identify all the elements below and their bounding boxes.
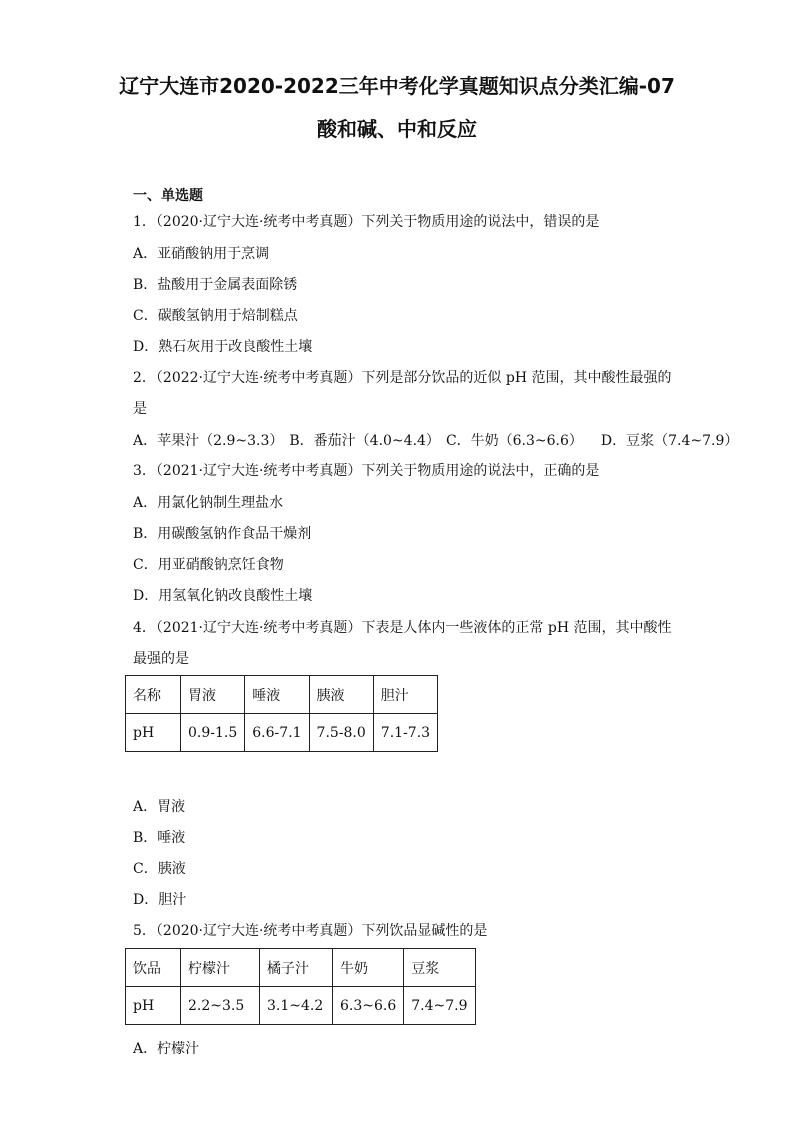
question-5-table	[125, 948, 476, 1025]
table-cell: 7.1-7.3	[373, 714, 437, 752]
table-cell: 6.3~6.6	[333, 987, 404, 1025]
question-2-option-a: A．苹果汁（2.9~3.3）	[133, 433, 284, 449]
question-1-option-c: C．碳酸氢钠用于焙制糕点	[133, 308, 298, 324]
table-cell: 胆汁	[373, 676, 437, 714]
question-1-stem: 1．（2020·辽宁大连·统考中考真题）下列关于物质用途的说法中，错误的是	[133, 214, 600, 230]
table-cell: 唾液	[245, 676, 309, 714]
table-header-row	[126, 949, 476, 987]
table-cell: 2.2~3.5	[181, 987, 260, 1025]
table-cell: 名称	[126, 676, 181, 714]
section-heading: 一、单选题	[133, 188, 203, 204]
question-4-option-d: D．胆汁	[133, 892, 187, 908]
question-4-option-b: B．唾液	[133, 830, 186, 846]
question-3-option-d: D．用氢氧化钠改良酸性土壤	[133, 588, 313, 604]
document-title-line-1: 辽宁大连市2020-2022三年中考化学真题知识点分类汇编-07	[119, 74, 675, 98]
table-cell: 橘子汁	[260, 949, 333, 987]
table-header-row	[126, 676, 438, 714]
question-1-option-a: A．亚硝酸钠用于烹调	[133, 246, 270, 262]
question-3-option-b: B．用碳酸氢钠作食品干燥剂	[133, 526, 312, 542]
question-4-stem: 4．（2021·辽宁大连·统考中考真题）下表是人体内一些液体的正常 pH 范围，其中酸性	[133, 620, 672, 636]
table-cell: 7.5-8.0	[309, 714, 373, 752]
table-cell: 饮品	[126, 949, 181, 987]
question-3-option-a: A．用氯化钠制生理盐水	[133, 495, 284, 511]
question-1-option-d: D．熟石灰用于改良酸性土壤	[133, 339, 313, 355]
question-4-option-a: A．胃液	[133, 799, 186, 815]
table-cell: pH	[126, 714, 181, 752]
table-cell: 牛奶	[333, 949, 404, 987]
table-row	[126, 714, 438, 752]
question-4-table	[125, 675, 438, 752]
question-2-option-c: C．牛奶（6.3~6.6）	[445, 433, 583, 449]
table-cell: 胰液	[309, 676, 373, 714]
question-2-stem: 2．（2022·辽宁大连·统考中考真题）下列是部分饮品的近似 pH 范围，其中酸性最强的	[133, 370, 672, 386]
question-2-options	[133, 432, 738, 450]
table-cell: 7.4~7.9	[404, 987, 475, 1025]
table-cell: 0.9-1.5	[181, 714, 245, 752]
table-cell: 6.6-7.1	[245, 714, 309, 752]
document-title-line-2: 酸和碱、中和反应	[317, 117, 477, 141]
table-cell: 柠檬汁	[181, 949, 260, 987]
question-4-stem-cont: 最强的是	[133, 651, 189, 667]
table-cell: pH	[126, 987, 181, 1025]
question-5-stem: 5．（2020·辽宁大连·统考中考真题）下列饮品显碱性的是	[133, 923, 488, 939]
question-3-stem: 3．（2021·辽宁大连·统考中考真题）下列关于物质用途的说法中，正确的是	[133, 463, 600, 479]
question-2-option-d: D．豆浆（7.4~7.9）	[600, 433, 739, 449]
table-cell: 胃液	[181, 676, 245, 714]
question-1-option-b: B．盐酸用于金属表面除锈	[133, 277, 298, 293]
table-cell: 豆浆	[404, 949, 475, 987]
question-4-option-c: C．胰液	[133, 861, 186, 877]
question-2-stem-cont: 是	[133, 401, 147, 417]
table-row	[126, 987, 476, 1025]
question-5-option-a: A．柠檬汁	[133, 1041, 200, 1057]
table-cell: 3.1~4.2	[260, 987, 333, 1025]
question-2-option-b: B．番茄汁（4.0~4.4）	[289, 433, 440, 449]
question-3-option-c: C．用亚硝酸钠烹饪食物	[133, 557, 284, 573]
